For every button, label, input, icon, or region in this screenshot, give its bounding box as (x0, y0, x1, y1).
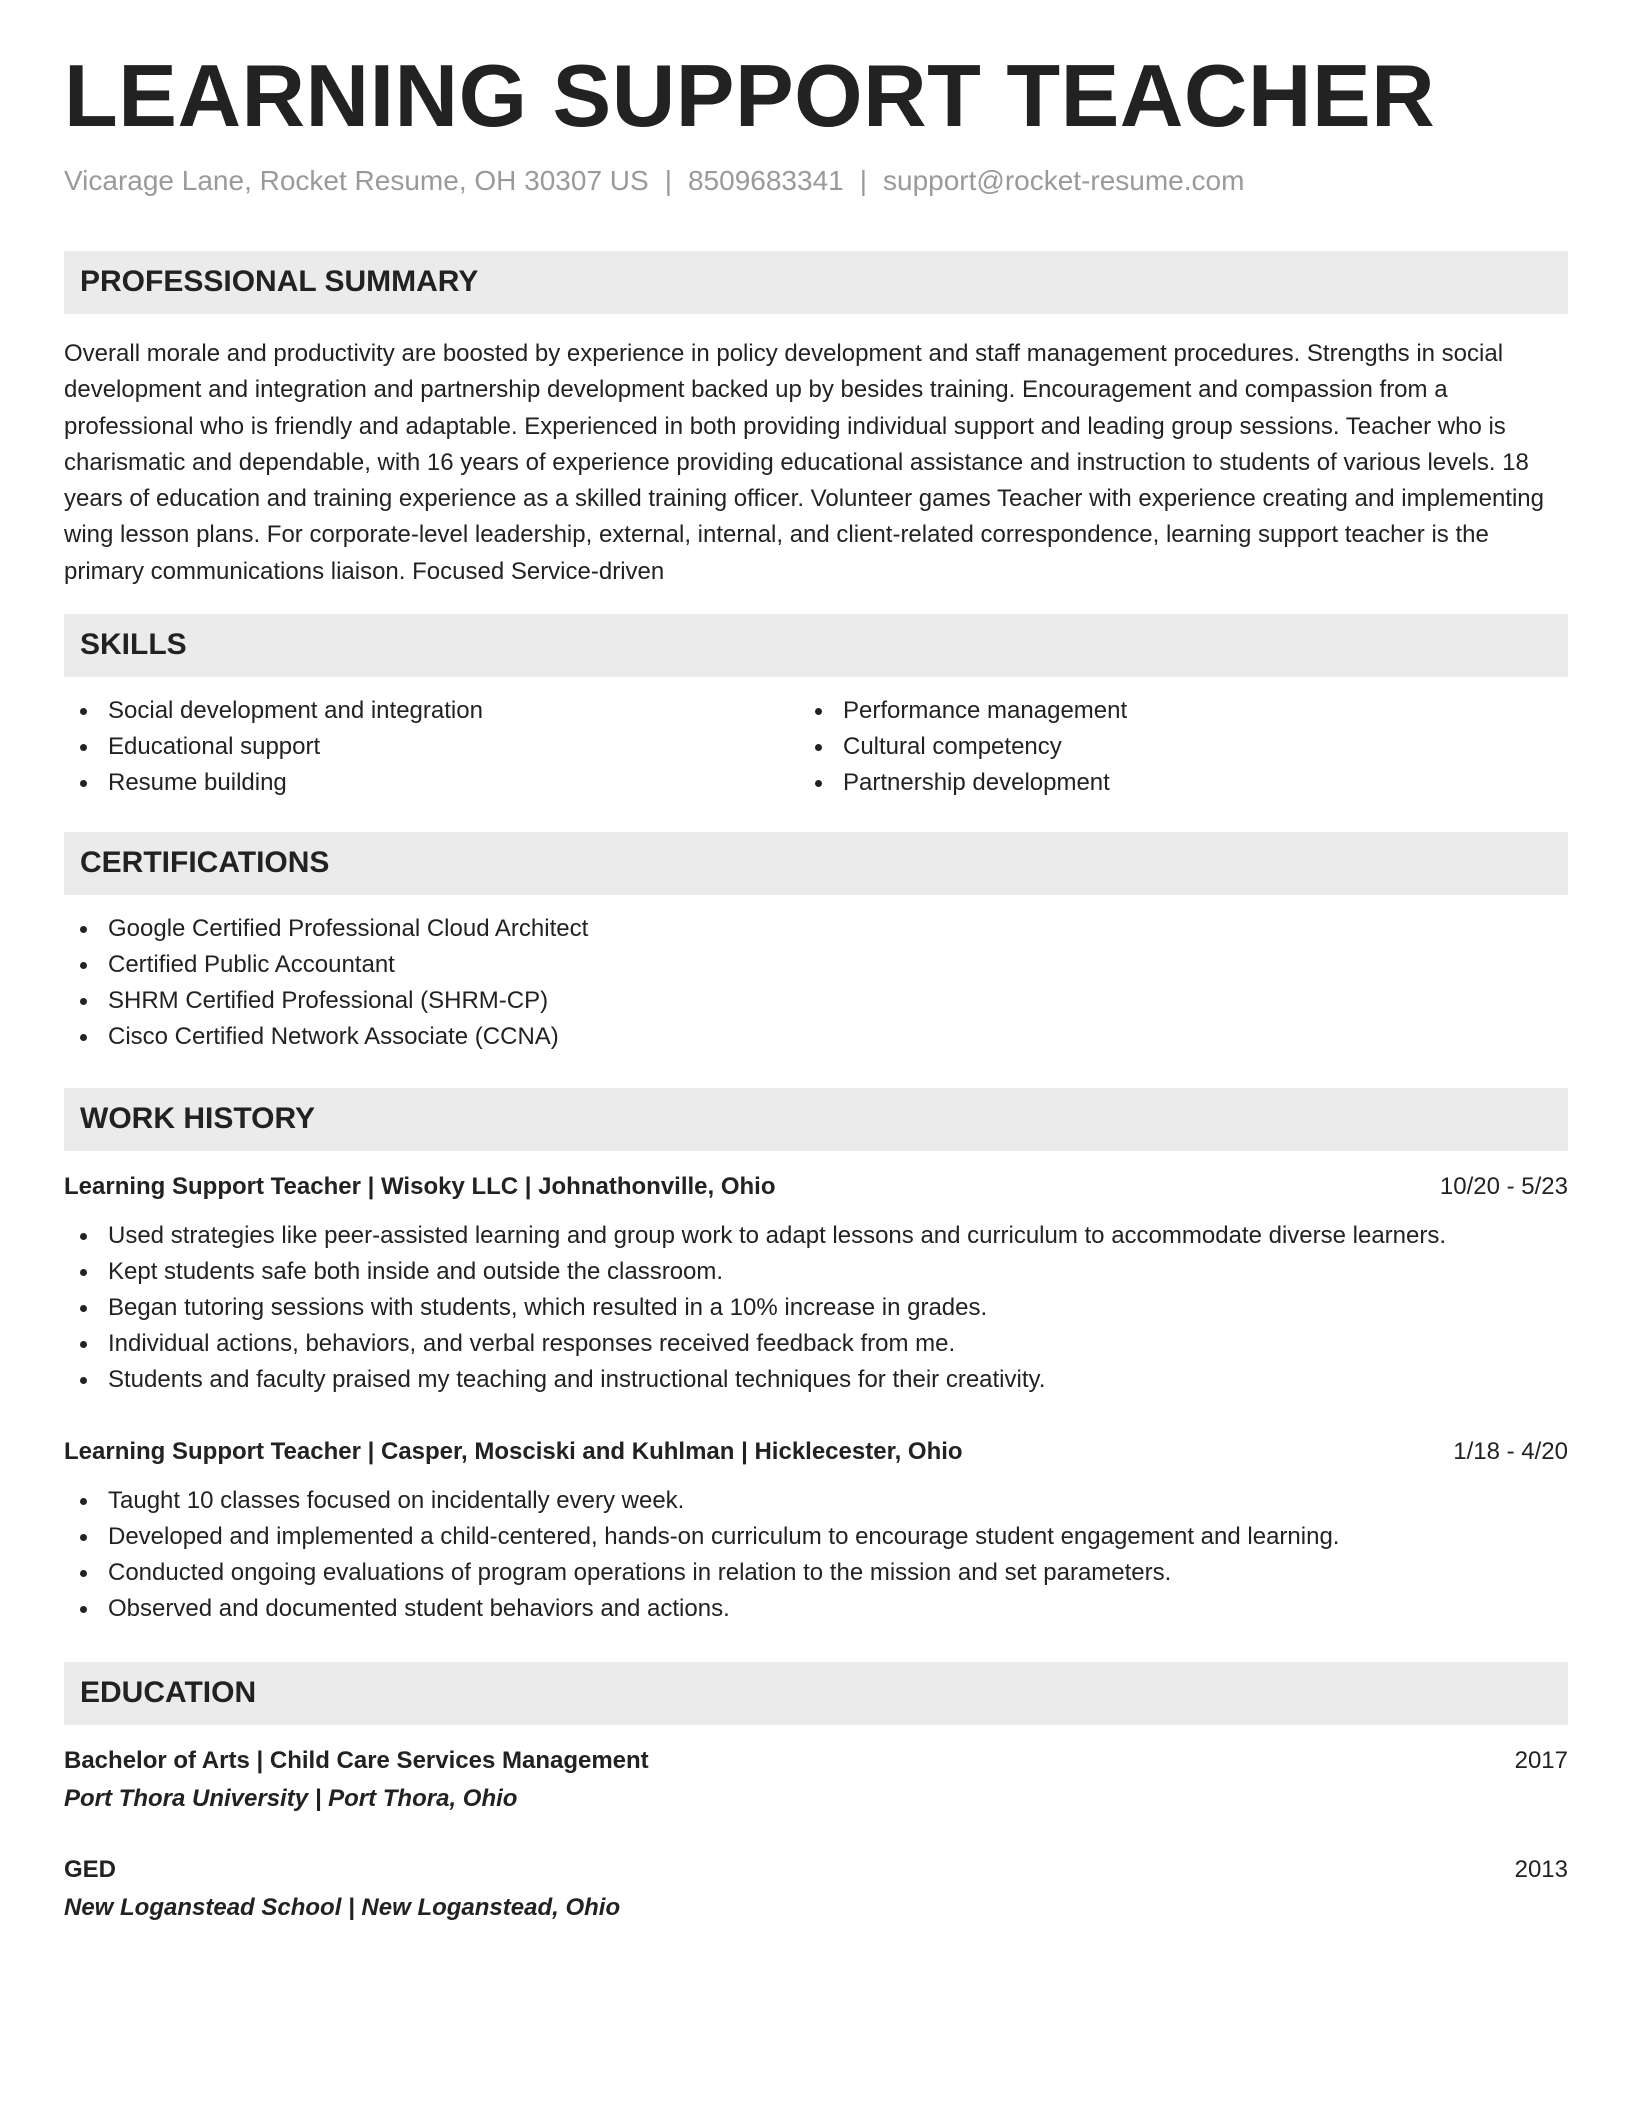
education-section-header (64, 1662, 1568, 1725)
job-bullets (64, 1483, 1339, 1627)
job-bullet: Began tutoring sessions with students, which resulted in a 10% increase in grades. (64, 1290, 1446, 1326)
education-school: Port Thora University | Port Thora, Ohio (64, 1785, 518, 1812)
skill-item: Social development and integration (64, 693, 483, 729)
contact-line (64, 167, 1244, 195)
job-title: Learning Support Teacher | Casper, Mosciski and Kuhlman | Hicklecester, Ohio (64, 1438, 963, 1465)
skills-heading: SKILLS (80, 628, 187, 661)
job-bullet: Used strategies like peer-assisted learning and group work to adapt lessons and curriculum to accommodate diverse learners. (64, 1218, 1446, 1254)
education-degree: GED (64, 1856, 117, 1883)
job-bullet: Developed and implemented a child-centered, hands-on curriculum to encourage student engagement and learning. (64, 1519, 1339, 1555)
certification-item: Certified Public Accountant (64, 947, 588, 983)
certification-item: Google Certified Professional Cloud Architect (64, 911, 588, 947)
skill-item: Cultural competency (799, 729, 1127, 765)
education-school: New Loganstead School | New Loganstead, Ohio (64, 1894, 621, 1921)
contact-separator: | (859, 165, 867, 196)
job-bullet: Observed and documented student behaviors and actions. (64, 1591, 1339, 1627)
certifications-list (64, 911, 588, 1055)
skill-item: Educational support (64, 729, 483, 765)
job-bullet: Individual actions, behaviors, and verbal responses received feedback from me. (64, 1326, 1446, 1362)
education-year: 2017 (1514, 1747, 1568, 1774)
certification-item: Cisco Certified Network Associate (CCNA) (64, 1019, 588, 1055)
certifications-section-header (64, 832, 1568, 895)
skill-item: Performance management (799, 693, 1127, 729)
certifications-heading: CERTIFICATIONS (80, 846, 330, 879)
job-bullet: Kept students safe both inside and outside the classroom. (64, 1254, 1446, 1290)
job-bullets (64, 1218, 1446, 1398)
contact-address: Vicarage Lane, Rocket Resume, OH 30307 US (64, 165, 649, 196)
skill-item: Partnership development (799, 765, 1127, 801)
job-title: Learning Support Teacher | Wisoky LLC | Johnathonville, Ohio (64, 1173, 776, 1200)
summary-heading: PROFESSIONAL SUMMARY (80, 265, 479, 298)
skills-list-right (799, 693, 1127, 801)
contact-email: support@rocket-resume.com (883, 165, 1245, 196)
summary-section-header (64, 251, 1568, 314)
summary-text: Overall morale and productivity are boosted by experience in policy development and staff management procedures. Strengths in social development and integration and partnership development backed up by besides training. Encouragement and compassion from a professional who is friendly and adaptable. Experienced in both providing individual support and leading group sessions. Teacher who is charismatic and dependable, with 16 years of experience providing educational assistance and instruction to students of various levels. 18 years of education and training experience as a skilled training officer. Volunteer games Teacher with experience creating and implementing wing lesson plans. For corporate-level leadership, external, internal, and client-related correspondence, learning support teacher is the primary communications liaison. Focused Service-driven (64, 340, 1544, 585)
skills-list-left (64, 693, 483, 801)
contact-separator: | (664, 165, 672, 196)
education-degree: Bachelor of Arts | Child Care Services Management (64, 1747, 649, 1774)
work-history-heading: WORK HISTORY (80, 1102, 316, 1135)
job-dates: 1/18 - 4/20 (1453, 1438, 1568, 1465)
education-heading: EDUCATION (80, 1676, 257, 1709)
job-dates: 10/20 - 5/23 (1439, 1173, 1568, 1200)
skill-item: Resume building (64, 765, 483, 801)
skills-section-header (64, 614, 1568, 677)
contact-phone: 8509683341 (687, 165, 844, 196)
education-year: 2013 (1514, 1856, 1568, 1883)
candidate-name: LEARNING SUPPORT TEACHER (64, 46, 1436, 145)
work-history-section-header (64, 1088, 1568, 1151)
job-bullet: Students and faculty praised my teaching and instructional techniques for their creativity. (64, 1362, 1446, 1398)
job-bullet: Taught 10 classes focused on incidentally every week. (64, 1483, 1339, 1519)
job-bullet: Conducted ongoing evaluations of program operations in relation to the mission and set parameters. (64, 1555, 1339, 1591)
certification-item: SHRM Certified Professional (SHRM-CP) (64, 983, 588, 1019)
